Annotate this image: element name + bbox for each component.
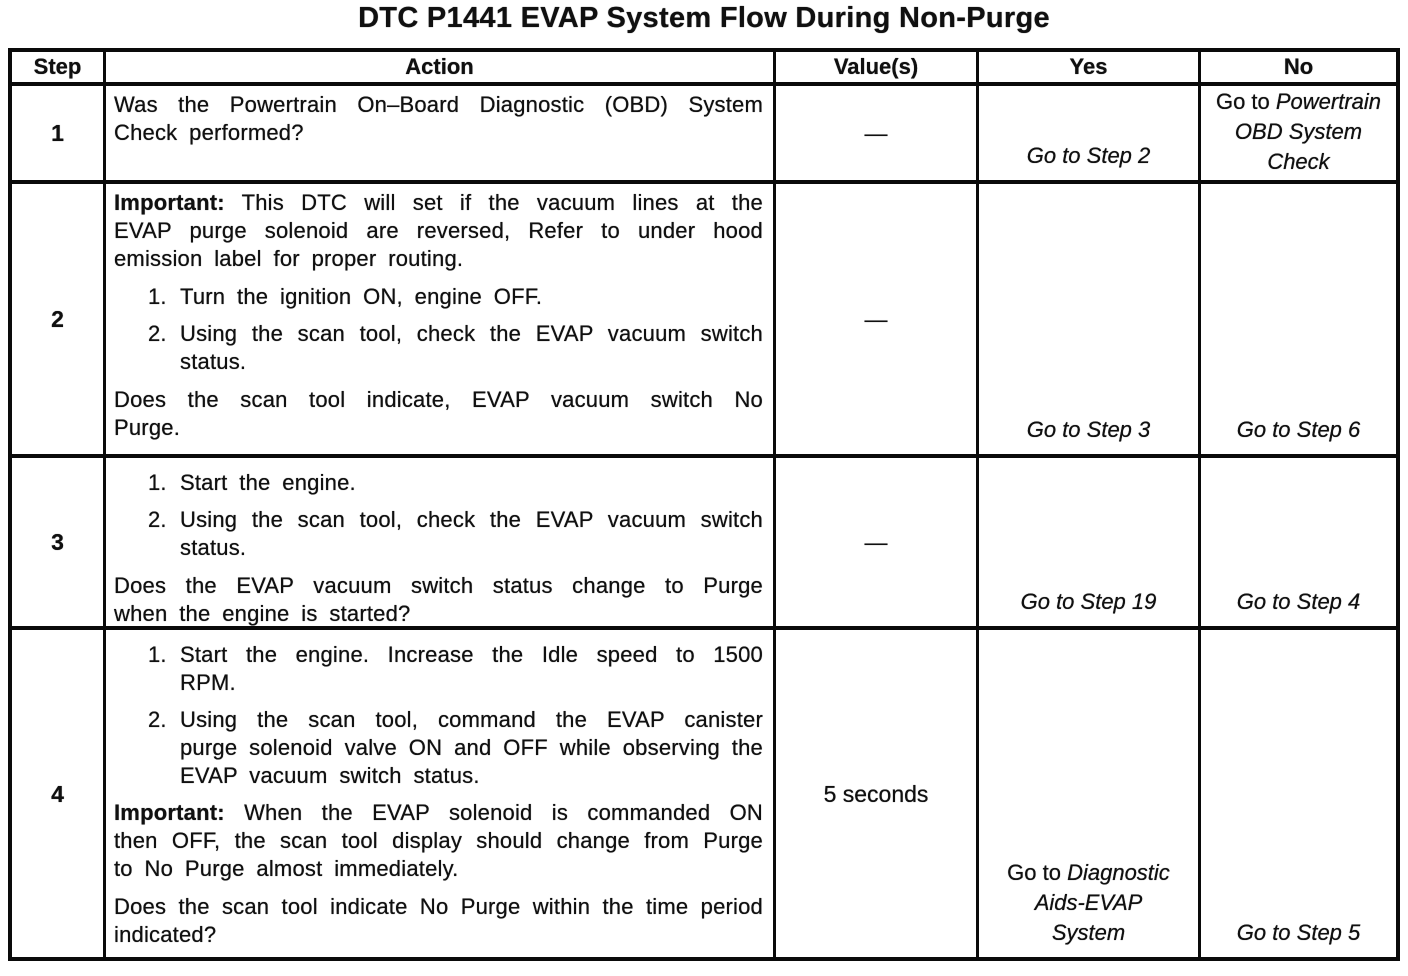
yes-cell [979, 630, 1201, 957]
important-text: This DTC will set if the vacuum lines at the EVAP purge solenoid are reversed, Refer to under hood emission label for proper routing. [114, 190, 763, 271]
action-question: Does the scan tool indicate No Purge within the time period indicated? [114, 894, 763, 947]
list-item-text: Using the scan tool, command the EVAP canister purge solenoid valve ON and OFF while observing the EVAP vacuum switch status. [180, 707, 763, 788]
step-number: 2 [12, 184, 106, 458]
list-item-number: 1. [148, 642, 167, 667]
column-header-yes: Yes [979, 52, 1201, 86]
step-number: 3 [12, 458, 106, 630]
go-to-ref: Go to [1215, 88, 1276, 114]
list-item-text: Using the scan tool, check the EVAP vacuum switch status. [180, 507, 763, 560]
go-to-ref-target: Go to Step 5 [1236, 920, 1361, 945]
action-question: Does the scan tool indicate, EVAP vacuum switch No Purge. [114, 387, 763, 440]
action-cell [106, 458, 776, 630]
list-item-number: 2. [148, 707, 167, 732]
no-cell [1201, 86, 1396, 184]
yes-cell [979, 86, 1201, 184]
important-note [114, 189, 763, 273]
action-cell [106, 184, 776, 458]
no-cell [1201, 458, 1396, 630]
important-label: Important: [114, 800, 225, 825]
action-question: Does the EVAP vacuum switch status change to Purge when the engine is started? [114, 573, 763, 626]
go-to-ref-target: Powertrain OBD System Check [1234, 88, 1382, 174]
action-steps-list [114, 641, 763, 790]
step-number: 4 [12, 630, 106, 957]
list-item-number: 2. [148, 507, 167, 532]
list-item [148, 641, 763, 697]
column-header-no: No [1201, 52, 1396, 86]
important-text: When the EVAP solenoid is commanded ON then OFF, the scan tool display should change from Purge to No Purge almost immediately. [114, 800, 763, 881]
dtc-table [8, 48, 1400, 961]
important-note [114, 799, 763, 883]
list-item-text: Turn the ignition ON, engine OFF. [180, 284, 543, 309]
action-steps-list [114, 283, 763, 376]
list-item-number: 2. [148, 321, 167, 346]
no-cell [1201, 630, 1396, 957]
list-item [148, 469, 763, 497]
page-title: DTC P1441 EVAP System Flow During Non-Purge [358, 2, 1050, 34]
column-header-action: Action [106, 52, 776, 86]
value-cell: — [776, 86, 979, 184]
list-item-text: Start the engine. Increase the Idle speed to 1500 RPM. [180, 642, 763, 695]
go-to-ref-target: Go to Step 19 [1020, 589, 1157, 614]
list-item [148, 320, 763, 376]
value-cell: 5 seconds [776, 630, 979, 957]
step-number: 1 [12, 86, 106, 184]
action-cell [106, 630, 776, 957]
no-cell [1201, 184, 1396, 458]
go-to-ref-target: Go to Step 3 [1026, 417, 1151, 442]
list-item-number: 1. [148, 284, 167, 309]
action-question: Was the Powertrain On–Board Diagnostic (OBD) System Check performed? [114, 92, 763, 145]
go-to-ref-target: Diagnostic Aids-EVAP System [1034, 860, 1170, 945]
go-to-ref-target: Go to Step 6 [1236, 417, 1361, 442]
important-label: Important: [114, 190, 225, 215]
list-item [148, 283, 763, 311]
value-cell: — [776, 458, 979, 630]
yes-cell [979, 458, 1201, 630]
go-to-ref-target: Go to Step 2 [1026, 143, 1151, 168]
action-steps-list [114, 469, 763, 562]
column-header-step: Step [12, 52, 106, 86]
value-cell: — [776, 184, 979, 458]
list-item [148, 506, 763, 562]
go-to-ref: Go to [1007, 860, 1068, 885]
go-to-ref-target: Go to Step 4 [1236, 589, 1361, 614]
list-item-text: Start the engine. [180, 470, 356, 495]
column-header-values: Value(s) [776, 52, 979, 86]
list-item-number: 1. [148, 470, 167, 495]
action-cell [106, 86, 776, 184]
list-item-text: Using the scan tool, check the EVAP vacuum switch status. [180, 321, 763, 374]
yes-cell [979, 184, 1201, 458]
list-item [148, 706, 763, 790]
